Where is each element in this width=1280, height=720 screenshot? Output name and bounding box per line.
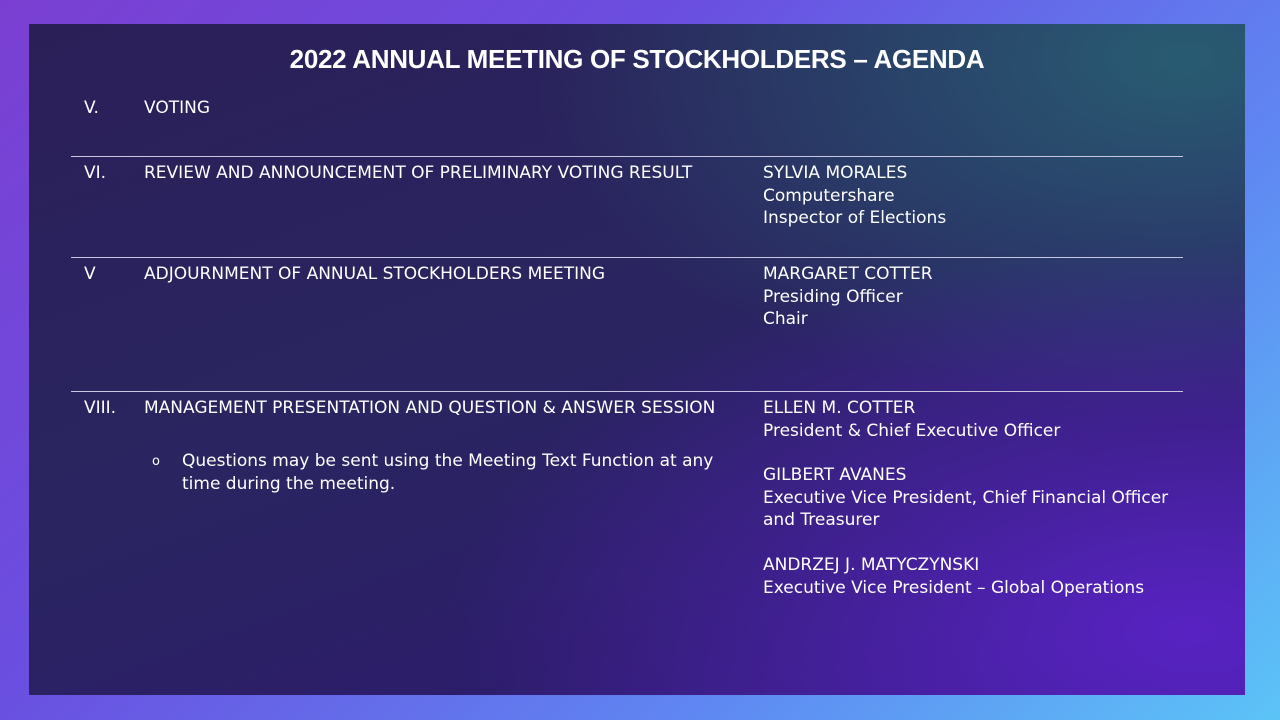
bullet-text: Questions may be sent using the Meeting Text Function at any time during the meeting. (182, 451, 714, 494)
agenda-number: V. (84, 98, 99, 118)
presenter (763, 464, 1183, 532)
presenter-name: MARGARET COTTER (763, 264, 933, 284)
presenter (763, 162, 1183, 230)
presenter (763, 263, 1183, 331)
presenter-org: Computershare (763, 185, 895, 206)
slide (29, 24, 1245, 695)
presenter-name: ANDRZEJ J. MATYCZYNSKI (763, 555, 980, 575)
slide-title: 2022 ANNUAL MEETING OF STOCKHOLDERS – AGENDA (289, 44, 985, 74)
agenda-item: REVIEW AND ANNOUNCEMENT OF PRELIMINARY VOTING RESULT (144, 163, 693, 183)
hollow-bullet-icon: o (152, 454, 160, 469)
presenter-role: Presiding Officer (763, 286, 903, 307)
agenda-item: VOTING (144, 98, 210, 118)
presenter (763, 397, 1183, 442)
presenter-role: Inspector of Elections (763, 208, 947, 228)
agenda-number: VIII. (84, 398, 117, 418)
divider (71, 391, 1183, 392)
presenter-title: President & Chief Executive Officer (763, 420, 1061, 441)
presenter-title: Executive Vice President, Chief Financial Officer and Treasurer (763, 487, 1169, 530)
presenter-name: GILBERT AVANES (763, 465, 907, 485)
agenda-number: VI. (84, 163, 107, 183)
agenda-item: ADJOURNMENT OF ANNUAL STOCKHOLDERS MEETING (144, 264, 606, 284)
presenter-role: Chair (763, 309, 808, 329)
presenter-name: ELLEN M. COTTER (763, 398, 916, 418)
divider (71, 257, 1183, 258)
agenda-number: V (84, 264, 96, 284)
presenter (763, 554, 1183, 599)
presenter-title: Executive Vice President – Global Operations (763, 577, 1145, 598)
agenda-item: MANAGEMENT PRESENTATION AND QUESTION & ANSWER SESSION (144, 398, 716, 418)
presenter-name: SYLVIA MORALES (763, 163, 908, 183)
divider (71, 156, 1183, 157)
